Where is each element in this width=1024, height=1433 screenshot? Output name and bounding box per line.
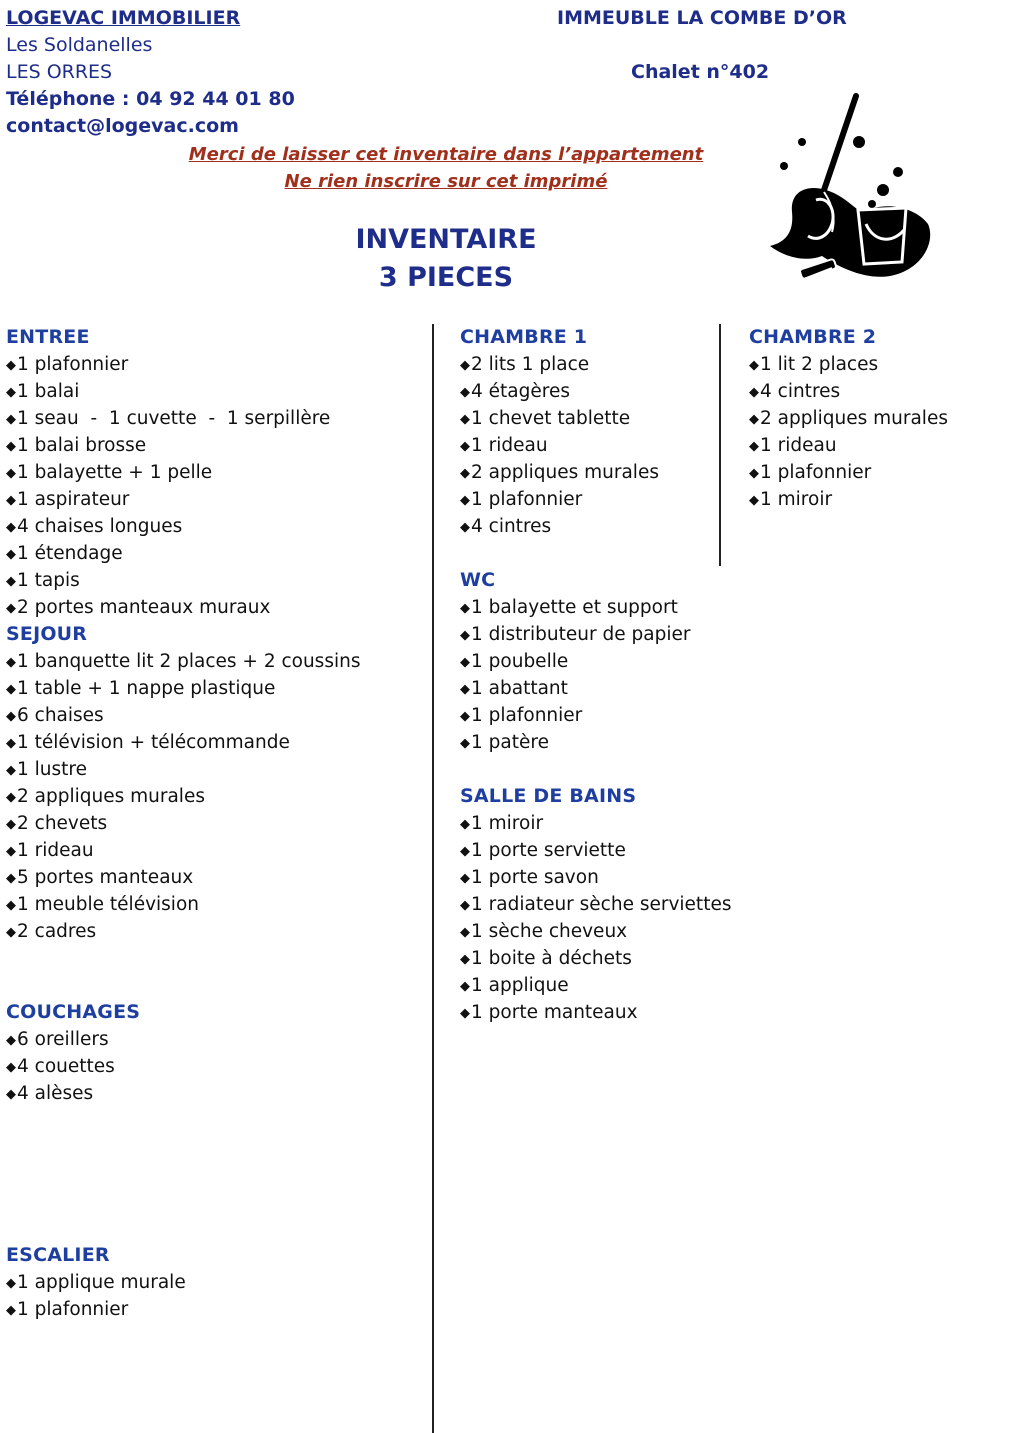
inventory-item-label: 1 banquette lit 2 places + 2 coussins xyxy=(17,651,361,672)
bullet-icon: ◆ xyxy=(460,871,470,886)
bullet-icon: ◆ xyxy=(460,682,470,697)
inventory-item xyxy=(6,702,360,729)
inventory-item xyxy=(6,810,360,837)
inventory-item-label: 1 plafonnier xyxy=(760,462,872,483)
inventory-item-label: 1 télévision + télécommande xyxy=(17,732,290,753)
inventory-item xyxy=(460,405,731,432)
section-title-wc: WC xyxy=(460,569,496,591)
page-title: INVENTAIRE xyxy=(355,224,537,255)
section-couchages xyxy=(6,999,360,1107)
inventory-item xyxy=(6,432,360,459)
inventory-item-label: 1 distributeur de papier xyxy=(471,624,691,645)
bullet-icon: ◆ xyxy=(460,628,470,643)
inventory-item-label: 1 plafonnier xyxy=(471,489,583,510)
inventory-item-label: 5 portes manteaux xyxy=(17,867,194,888)
inventory-item xyxy=(6,594,360,621)
bullet-icon: ◆ xyxy=(6,871,16,886)
bullet-icon: ◆ xyxy=(6,682,16,697)
inventory-item-label: 2 appliques murales xyxy=(471,462,659,483)
inventory-item xyxy=(460,891,731,918)
bullet-icon: ◆ xyxy=(460,736,470,751)
building-name: IMMEUBLE LA COMBE D’OR xyxy=(557,7,847,29)
section-entree xyxy=(6,324,360,621)
bullet-icon: ◆ xyxy=(749,466,759,481)
bullet-icon: ◆ xyxy=(6,574,16,589)
inventory-item-label: 1 patère xyxy=(471,732,549,753)
inventory-item-label: 1 balayette et support xyxy=(471,597,678,618)
inventory-item-label: 1 chevet tablette xyxy=(471,408,631,429)
inventory-item-label: 1 sèche cheveux xyxy=(471,921,628,942)
inventory-item xyxy=(749,486,948,513)
bullet-icon: ◆ xyxy=(6,655,16,670)
inventory-item xyxy=(6,729,360,756)
inventory-item xyxy=(6,756,360,783)
inventory-item-label: 1 rideau xyxy=(17,840,94,861)
inventory-item xyxy=(460,648,731,675)
company-phone: Téléphone : 04 92 44 01 80 xyxy=(6,88,295,110)
inventory-item xyxy=(749,378,948,405)
inventory-item xyxy=(460,621,731,648)
inventory-item xyxy=(460,702,731,729)
inventory-item-label: 6 oreillers xyxy=(17,1029,109,1050)
bullet-icon: ◆ xyxy=(6,358,16,373)
inventory-item xyxy=(460,459,731,486)
inventory-item xyxy=(749,459,948,486)
inventory-item xyxy=(6,648,360,675)
inventory-item xyxy=(460,729,731,756)
bullet-icon: ◆ xyxy=(460,709,470,724)
inventory-item xyxy=(460,378,731,405)
bullet-icon: ◆ xyxy=(460,439,470,454)
inventory-item xyxy=(460,837,731,864)
inventory-item-label: 1 applique xyxy=(471,975,569,996)
section-salle-de-bains xyxy=(460,783,731,1026)
bullet-icon: ◆ xyxy=(460,817,470,832)
inventory-item-label: 1 seau - 1 cuvette - 1 serpillère xyxy=(17,408,331,429)
inventory-item xyxy=(6,783,360,810)
section-chambre1 xyxy=(460,324,731,540)
bullet-icon: ◆ xyxy=(460,385,470,400)
company-name: LOGEVAC IMMOBILIER xyxy=(6,7,241,29)
inventory-item-label: 4 cintres xyxy=(760,381,841,402)
inventory-item xyxy=(6,1053,360,1080)
bullet-icon: ◆ xyxy=(6,412,16,427)
inventory-item xyxy=(460,675,731,702)
inventory-item xyxy=(6,1080,360,1107)
inventory-item xyxy=(6,1296,360,1323)
section-chambre2 xyxy=(749,324,948,513)
bullet-icon: ◆ xyxy=(460,601,470,616)
inventory-item xyxy=(6,351,360,378)
inventory-item xyxy=(6,567,360,594)
inventory-item xyxy=(6,378,360,405)
inventory-item-label: 1 balai brosse xyxy=(17,435,147,456)
bullet-icon: ◆ xyxy=(749,385,759,400)
bullet-icon: ◆ xyxy=(460,493,470,508)
bullet-icon: ◆ xyxy=(460,520,470,535)
inventory-item-label: 1 boite à déchets xyxy=(471,948,632,969)
bullet-icon: ◆ xyxy=(460,925,470,940)
inventory-item-label: 1 porte savon xyxy=(471,867,599,888)
inventory-item-label: 1 aspirateur xyxy=(17,489,130,510)
column-left xyxy=(6,324,360,1323)
section-title-chambre2: CHAMBRE 2 xyxy=(749,326,877,348)
bullet-icon: ◆ xyxy=(460,979,470,994)
inventory-item xyxy=(6,513,360,540)
bullet-icon: ◆ xyxy=(749,358,759,373)
inventory-item xyxy=(460,513,731,540)
bullet-icon: ◆ xyxy=(6,844,16,859)
inventory-item-label: 1 radiateur sèche serviettes xyxy=(471,894,732,915)
inventory-item-label: 1 balayette + 1 pelle xyxy=(17,462,213,483)
column-right xyxy=(749,324,948,513)
bullet-icon: ◆ xyxy=(6,736,16,751)
bullet-icon: ◆ xyxy=(749,412,759,427)
company-town: LES ORRES xyxy=(6,61,113,83)
bullet-icon: ◆ xyxy=(460,412,470,427)
inventory-item-label: 2 appliques murales xyxy=(760,408,948,429)
section-sejour xyxy=(6,621,360,945)
bullet-icon: ◆ xyxy=(6,601,16,616)
bullet-icon: ◆ xyxy=(6,790,16,805)
section-title-escalier: ESCALIER xyxy=(6,1244,110,1266)
section-wc xyxy=(460,567,731,756)
page-subtitle: 3 PIECES xyxy=(378,262,514,293)
company-street: Les Soldanelles xyxy=(6,34,153,56)
bullet-icon: ◆ xyxy=(6,493,16,508)
notice-do-not-write: Ne rien inscrire sur cet imprimé xyxy=(284,171,608,192)
bullet-icon: ◆ xyxy=(6,709,16,724)
bullet-icon: ◆ xyxy=(6,1033,16,1048)
bullet-icon: ◆ xyxy=(6,1060,16,1075)
bullet-icon: ◆ xyxy=(460,466,470,481)
column-divider-left xyxy=(432,324,434,1433)
bullet-icon: ◆ xyxy=(460,844,470,859)
section-escalier xyxy=(6,1242,360,1323)
inventory-item-label: 1 plafonnier xyxy=(17,354,129,375)
inventory-item xyxy=(6,405,360,432)
inventory-item-label: 1 applique murale xyxy=(17,1272,186,1293)
bullet-icon: ◆ xyxy=(460,898,470,913)
section-title-sejour: SEJOUR xyxy=(6,623,88,645)
inventory-item xyxy=(749,405,948,432)
inventory-item xyxy=(460,810,731,837)
inventory-item xyxy=(6,459,360,486)
inventory-item-label: 2 lits 1 place xyxy=(471,354,590,375)
bullet-icon: ◆ xyxy=(6,466,16,481)
inventory-item-label: 1 poubelle xyxy=(471,651,569,672)
inventory-item xyxy=(460,918,731,945)
section-title-chambre1: CHAMBRE 1 xyxy=(460,326,588,348)
bullet-icon: ◆ xyxy=(6,1303,16,1318)
inventory-item xyxy=(6,675,360,702)
inventory-item-label: 1 meuble télévision xyxy=(17,894,199,915)
inventory-item xyxy=(6,486,360,513)
inventory-item xyxy=(6,918,360,945)
inventory-item-label: 6 chaises xyxy=(17,705,104,726)
chalet-number: Chalet n°402 xyxy=(631,61,770,83)
section-title-salle-de-bains: SALLE DE BAINS xyxy=(460,785,637,807)
inventory-item-label: 1 table + 1 nappe plastique xyxy=(17,678,276,699)
inventory-item-label: 1 lustre xyxy=(17,759,87,780)
inventory-item xyxy=(460,999,731,1026)
inventory-item-label: 4 alèses xyxy=(17,1083,94,1104)
bullet-icon: ◆ xyxy=(6,1276,16,1291)
inventory-item xyxy=(6,1026,360,1053)
inventory-item-label: 1 lit 2 places xyxy=(760,354,879,375)
inventory-item xyxy=(460,864,731,891)
inventory-item xyxy=(749,351,948,378)
bullet-icon: ◆ xyxy=(6,763,16,778)
inventory-item-label: 1 rideau xyxy=(760,435,837,456)
bullet-icon: ◆ xyxy=(460,952,470,967)
column-middle xyxy=(460,324,731,1026)
inventory-item-label: 1 porte serviette xyxy=(471,840,626,861)
inventory-item xyxy=(6,891,360,918)
inventory-item-label: 2 cadres xyxy=(17,921,97,942)
notice-leave-inventory: Merci de laisser cet inventaire dans l’appartement xyxy=(188,144,704,165)
inventory-item xyxy=(6,1269,360,1296)
bullet-icon: ◆ xyxy=(460,358,470,373)
bullet-icon: ◆ xyxy=(6,925,16,940)
inventory-item-label: 1 porte manteaux xyxy=(471,1002,638,1023)
bullet-icon: ◆ xyxy=(6,385,16,400)
bullet-icon: ◆ xyxy=(6,547,16,562)
inventory-item-label: 2 appliques murales xyxy=(17,786,205,807)
inventory-item-label: 1 balai xyxy=(17,381,80,402)
inventory-item xyxy=(460,945,731,972)
inventory-item xyxy=(460,351,731,378)
inventory-item-label: 1 miroir xyxy=(760,489,833,510)
inventory-item-label: 4 couettes xyxy=(17,1056,115,1077)
inventory-item-label: 4 chaises longues xyxy=(17,516,183,537)
inventory-item-label: 2 portes manteaux muraux xyxy=(17,597,271,618)
section-title-entree: ENTREE xyxy=(6,326,90,348)
bullet-icon: ◆ xyxy=(6,1087,16,1102)
bullet-icon: ◆ xyxy=(6,817,16,832)
inventory-item xyxy=(460,432,731,459)
bullet-icon: ◆ xyxy=(749,439,759,454)
bullet-icon: ◆ xyxy=(6,898,16,913)
inventory-item-label: 2 chevets xyxy=(17,813,108,834)
inventory-item-label: 1 plafonnier xyxy=(17,1299,129,1320)
inventory-item-label: 1 étendage xyxy=(17,543,123,564)
section-title-couchages: COUCHAGES xyxy=(6,1001,141,1023)
inventory-item-label: 1 miroir xyxy=(471,813,544,834)
inventory-item xyxy=(6,864,360,891)
cleaning-broom-bucket-icon xyxy=(766,92,934,292)
bullet-icon: ◆ xyxy=(749,493,759,508)
bullet-icon: ◆ xyxy=(460,655,470,670)
inventory-item xyxy=(460,594,731,621)
inventory-item-label: 4 étagères xyxy=(471,381,570,402)
inventory-item xyxy=(460,972,731,999)
inventory-item xyxy=(749,432,948,459)
inventory-item-label: 1 plafonnier xyxy=(471,705,583,726)
bullet-icon: ◆ xyxy=(460,1006,470,1021)
bullet-icon: ◆ xyxy=(6,520,16,535)
inventory-item-label: 1 rideau xyxy=(471,435,548,456)
bullet-icon: ◆ xyxy=(6,439,16,454)
inventory-item xyxy=(460,486,731,513)
inventory-item-label: 1 tapis xyxy=(17,570,80,591)
inventory-item xyxy=(6,837,360,864)
inventory-item xyxy=(6,540,360,567)
inventory-item-label: 4 cintres xyxy=(471,516,552,537)
company-email[interactable]: contact@logevac.com xyxy=(6,115,239,137)
inventory-item-label: 1 abattant xyxy=(471,678,568,699)
